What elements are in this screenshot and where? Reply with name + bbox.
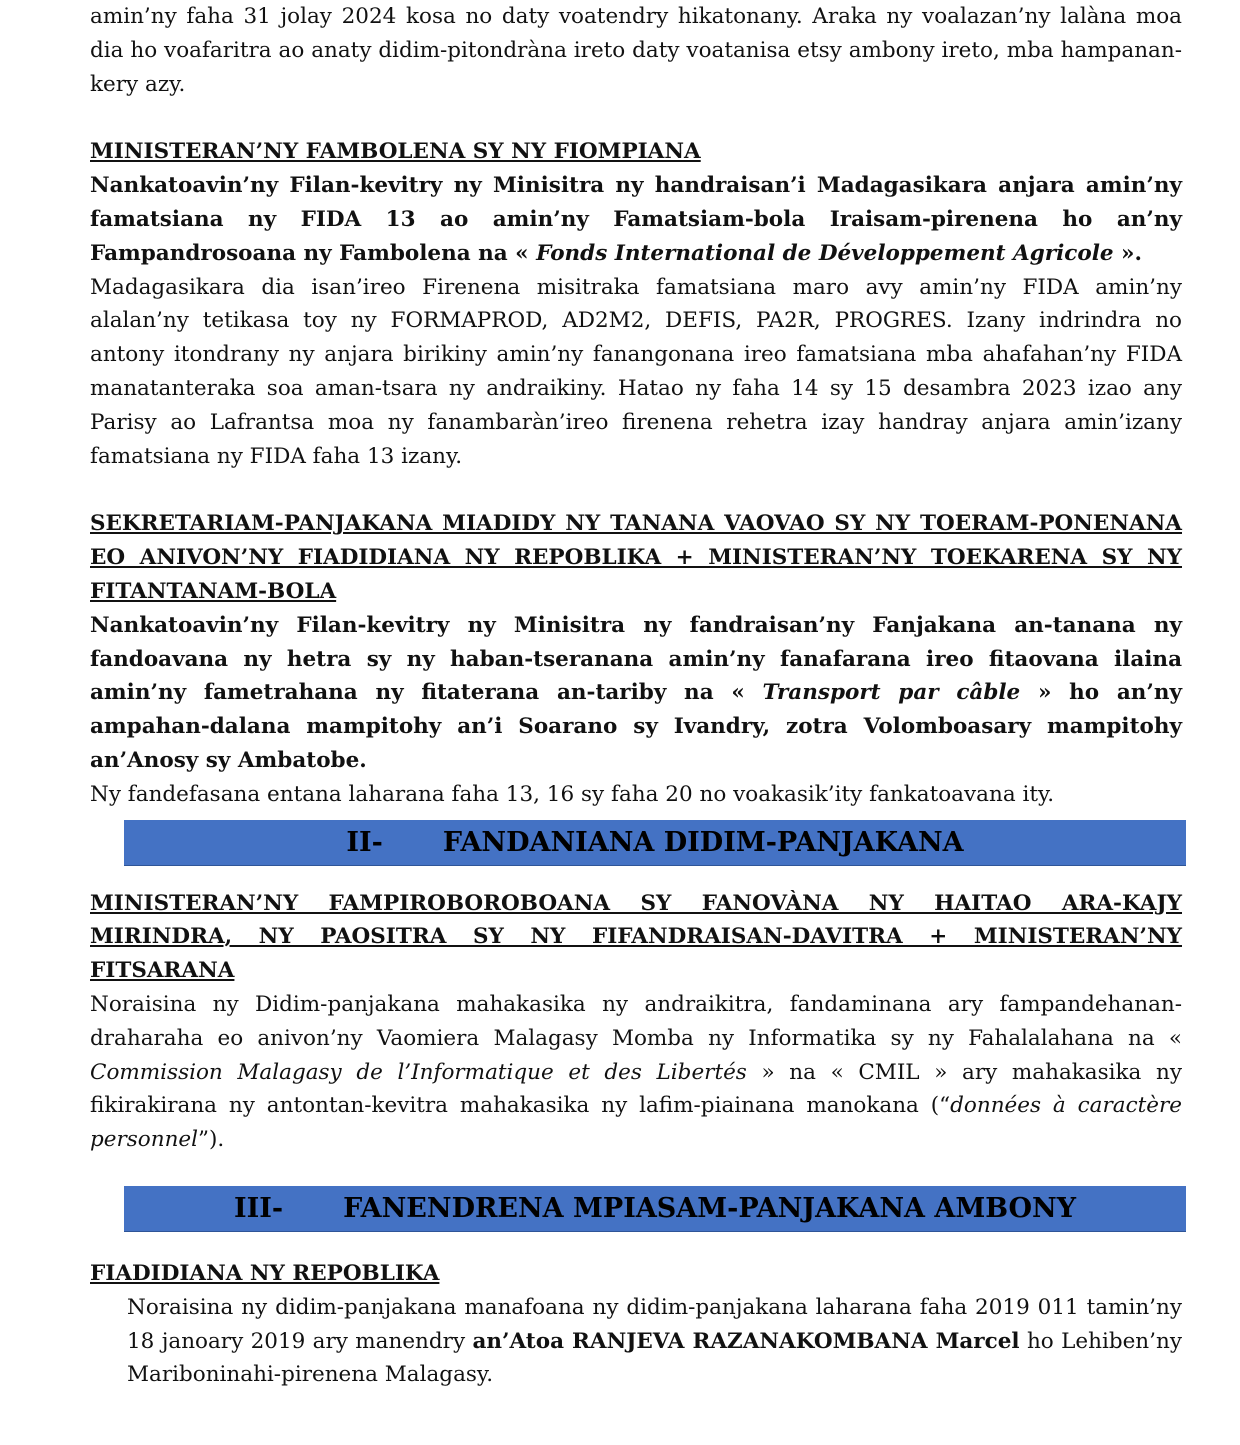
intro-paragraph: amin’ny faha 31 jolay 2024 kosa no daty voatendry hikatonany. Araka ny voalazan’ny lalàna moa dia ho voafaritra ao anaty didim-pitondràna ireto daty voatanisa etsy ambony ireto, mba hampanan-kery azy. xyxy=(90,4,1182,97)
spacer xyxy=(90,866,1182,887)
band-title: FANENDRENA MPIASAM-PANJAKANA AMBONY xyxy=(343,1192,1077,1224)
section-heading: MINISTERAN’NY FAMBOLENA SY NY FIOMPIANA xyxy=(90,139,701,165)
section-transport xyxy=(90,507,1182,811)
body-italic-text: Commission Malagasy de l’Informatique et des Libertés xyxy=(90,1059,747,1085)
section-cmil xyxy=(90,887,1182,1157)
decision-italic-text: Transport par câble xyxy=(762,680,1021,706)
body-paragraph: Madagasikara dia isan’ireo Firenena misitraka famatsiana maro avy amin’ny FIDA amin’ny alalan’ny tetikasa toy ny FORMAPROD, AD2M2, DEFIS, PA2R, PROGRES. Izany indrindra no antony itondrany ny anjara birikiny amin’ny fanangonana ireo famatsiana mba ahafahan’ny FIDA manatanteraka soa aman-tsara ny andraikiny. Hatao ny faha 14 sy 15 desambra 2023 izao any Parisy ao Lafrantsa moa ny fanambaràn’ireo firenena rehetra izay handray anjara amin’izany famatsiana ny FIDA faha 13 izany. xyxy=(90,274,1182,469)
spacer xyxy=(90,1232,1182,1257)
section-band-3 xyxy=(124,1186,1186,1232)
section-heading: MINISTERAN’NY FAMPIROBOROBOANA SY FANOVÀNA NY HAITAO ARA-KAJY MIRINDRA, NY PAOSITRA SY NY FIFANDRAISAN-DAVITRA + MINISTERAN’NY FITSARANA xyxy=(90,890,1182,984)
document-page xyxy=(90,0,1182,1392)
spacer xyxy=(90,473,1182,507)
section-heading: FIADIDIANA NY REPOBLIKA xyxy=(90,1260,440,1286)
decision-text-end: » ho an’ny ampahan-dalana mampitohy an’i Soarano sy Ivandry, zotra Volomboasary mampitohy an’Anosy sy Ambatobe. xyxy=(90,680,1182,773)
decision-text: Nankatoavin’ny Filan-kevitry ny Minisitra ny handraisan’i Madagasikara anjara amin’ny famatsiana ny FIDA 13 ao amin’ny Famatsiam-bola Iraisam-pirenena ho an’ny Fampandrosoana ny Fambolena na « xyxy=(90,173,1182,266)
decision-text: Nankatoavin’ny Filan-kevitry ny Minisitra ny fandraisan’ny Fanjakana an-tanana ny fandoavana ny hetra sy ny haban-tseranana amin’ny fanafarana ireo fitaovana ilaina amin’ny fametrahana ny fitaterana an-tariby na « xyxy=(90,612,1182,706)
body-text: » na « CMIL » ary mahakasika ny fikirakirana ny antontan-kevitra mahakasika ny lafim-piainana manokana (“ xyxy=(90,1059,1182,1119)
section-band-2 xyxy=(124,820,1186,866)
appointee-name: an’Atoa RANJEVA RAZANAKOMBANA Marcel xyxy=(472,1328,1020,1354)
body-paragraph xyxy=(90,1291,1182,1392)
body-italic-text: données à caractère personnel xyxy=(90,1093,1183,1153)
decision-paragraph xyxy=(90,169,1182,270)
body-paragraph xyxy=(90,988,1182,1157)
body-text: ho Lehiben’ny Mariboninahi-pirenena Malagasy. xyxy=(127,1328,1182,1388)
band-title: FANDANIANA DIDIM-PANJAKANA xyxy=(442,826,964,858)
section-heading: SEKRETARIAM-PANJAKANA MIADIDY NY TANANA VAOVAO SY NY TOERAM-PONENANA EO ANIVON’NY FIADIDIANA NY REPOBLIKA + MINISTERAN’NY TOEKARENA SY NY FITANTANAM-BOLA xyxy=(90,511,1182,604)
band-number: III- xyxy=(233,1192,284,1224)
body-text: ”). xyxy=(198,1127,225,1153)
spacer xyxy=(90,1157,1182,1186)
spacer xyxy=(90,101,1182,135)
decision-italic-text: Fonds International de Développement Agricole xyxy=(536,240,1114,266)
decision-text-end: ». xyxy=(1113,240,1142,266)
body-text: Noraisina ny didim-panjakana manafoana ny didim-panjakana laharana faha 2019 011 tamin’ny 18 janoary 2019 ary manendry xyxy=(127,1294,1182,1354)
band-number: II- xyxy=(346,826,383,858)
section-presidency xyxy=(90,1257,1182,1392)
body-text: Noraisina ny Didim-panjakana mahakasika ny andraikitra, fandaminana ary fampandehanan-draharaha eo anivon’ny Vaomiera Malagasy Momba ny Informatika sy ny Fahalalahana na « xyxy=(90,991,1182,1051)
decision-paragraph xyxy=(90,609,1182,778)
body-paragraph: Ny fandefasana entana laharana faha 13, 16 sy faha 20 no voakasik’ity fankatoavana ity. xyxy=(90,781,1055,807)
spacer xyxy=(90,812,1182,820)
section-agriculture xyxy=(90,135,1182,473)
